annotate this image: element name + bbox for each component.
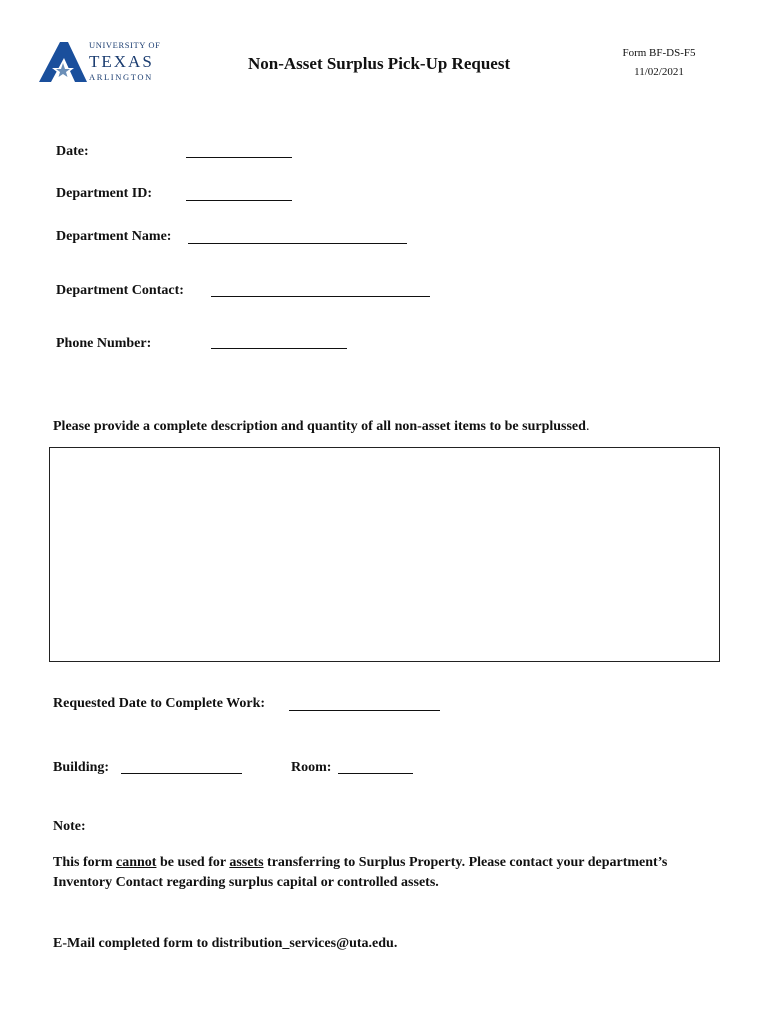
department-name-field[interactable]: [188, 243, 407, 244]
note-cannot: cannot: [116, 855, 157, 870]
requested-date-field[interactable]: [289, 710, 440, 711]
logo-line2: TEXAS: [89, 51, 154, 71]
form-date: 11/02/2021: [634, 66, 684, 78]
department-name-label: Department Name:: [56, 229, 172, 244]
department-id-label: Department ID:: [56, 186, 153, 201]
note-text-3: transferring to Surplus Property. Please contact your department’s: [263, 855, 668, 870]
form-code: Form BF-DS-F5: [622, 47, 696, 59]
logo-line3: ARLINGTON: [89, 71, 153, 82]
description-instruction-text: Please provide a complete description and quantity of all non-asset items to be surplussed: [53, 419, 586, 434]
description-textarea[interactable]: [49, 447, 720, 662]
uta-logo-wordmark: [89, 41, 160, 81]
department-id-field[interactable]: [186, 200, 292, 201]
note-text-1: This form: [53, 855, 116, 870]
note-text-2: be used for: [156, 855, 230, 870]
building-label: Building:: [53, 760, 110, 775]
note-line2: Inventory Contact regarding surplus capital or controlled assets.: [53, 875, 439, 890]
department-contact-field[interactable]: [211, 296, 430, 297]
note-line1: [53, 853, 753, 873]
building-field[interactable]: [121, 773, 242, 774]
department-contact-label: Department Contact:: [56, 283, 184, 298]
description-instruction-period: .: [585, 419, 590, 434]
date-label: Date:: [56, 144, 89, 159]
note-body: [53, 853, 753, 893]
room-field[interactable]: [338, 773, 413, 774]
room-label: Room:: [291, 760, 332, 775]
email-instruction: E-Mail completed form to distribution_services@uta.edu.: [53, 936, 398, 951]
note-heading: Note:: [53, 819, 86, 834]
requested-date-label: Requested Date to Complete Work:: [53, 696, 266, 711]
note-assets: assets: [229, 855, 264, 870]
logo-line1: UNIVERSITY OF: [89, 40, 161, 50]
date-field[interactable]: [186, 157, 292, 158]
phone-number-field[interactable]: [211, 348, 347, 349]
phone-number-label: Phone Number:: [56, 336, 152, 351]
form-code-block: [600, 44, 718, 82]
description-instruction: [53, 419, 589, 435]
page-title: Non-Asset Surplus Pick-Up Request: [248, 54, 511, 73]
